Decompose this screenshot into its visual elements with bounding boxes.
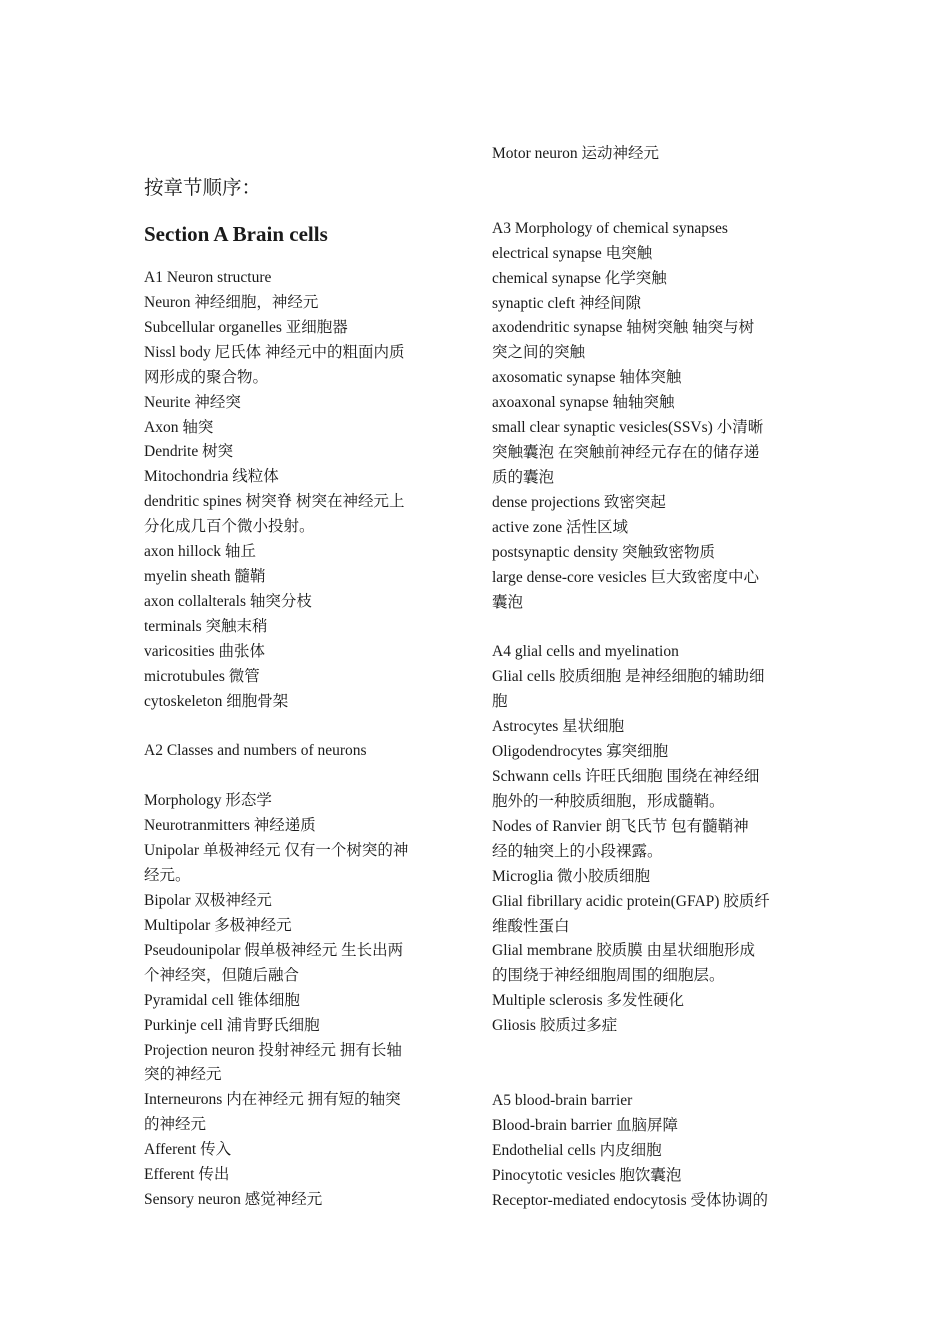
text-line: Dendrite 树突: [144, 443, 234, 461]
text-line: Receptor-mediated endocytosis 受体协调的: [492, 1191, 769, 1209]
text-line: varicosities 曲张体: [144, 642, 265, 660]
text-line: large dense-core vesicles 巨大致密度中心: [492, 568, 760, 586]
text-line: Unipolar 单极神经元 仅有一个树突的神: [144, 842, 409, 860]
text-line: axodendritic synapse 轴树突触 轴突与树: [492, 319, 755, 337]
text-line: Blood-brain barrier 血脑屏障: [492, 1116, 678, 1134]
text-line: Glial cells 胶质细胞 是神经细胞的辅助细: [492, 668, 765, 686]
text-line: Pinocytotic vesicles 胞饮囊泡: [492, 1166, 682, 1184]
text-line: Glial membrane 胶质膜 由星状细胞形成: [492, 942, 756, 960]
text-line: Efferent 传出: [144, 1166, 230, 1184]
section-title: Section A Brain cells: [144, 222, 328, 246]
text-line: Pyramidal cell 锥体细胞: [144, 991, 300, 1009]
text-line: Oligodendrocytes 寡突细胞: [492, 743, 669, 761]
text-line: Afferent 传入: [144, 1141, 232, 1159]
text-line: active zone 活性区域: [492, 518, 629, 536]
text-line: A4 glial cells and myelination: [492, 643, 679, 661]
text-line: Multiple sclerosis 多发性硬化: [492, 992, 685, 1010]
text-line: 经的轴突上的小段裸露。: [492, 842, 663, 860]
text-line: electrical synapse 电突触: [492, 244, 653, 262]
text-line: 胞外的一种胶质细胞，形成髓鞘。: [492, 792, 725, 810]
text-line: Motor neuron 运动神经元: [492, 145, 660, 162]
text-line: 的神经元: [144, 1116, 207, 1134]
text-line: Multipolar 多极神经元: [144, 916, 292, 934]
text-line: A5 blood-brain barrier: [492, 1091, 633, 1109]
text-line: terminals 突触末稍: [144, 617, 268, 635]
text-line: 突的神经元: [144, 1066, 222, 1084]
text-line: microtubules 微管: [144, 667, 260, 685]
text-line: postsynaptic density 突触致密物质: [492, 543, 716, 561]
text-line: small clear synaptic vesicles(SSVs) 小清晰: [492, 419, 764, 437]
text-line: Pseudounipolar 假单极神经元 生长出两: [144, 941, 404, 959]
text-line: Interneurons 内在神经元 拥有短的轴突: [144, 1091, 401, 1109]
text-line: cytoskeleton 细胞骨架: [144, 692, 289, 710]
text-line: Mitochondria 线粒体: [144, 468, 279, 486]
text-line: myelin sheath 髓鞘: [144, 568, 266, 586]
text-line: Nodes of Ranvier 朗飞氏节 包有髓鞘神: [492, 817, 749, 835]
text-line: 网形成的聚合物。: [144, 368, 269, 386]
text-line: Axon 轴突: [144, 418, 214, 436]
text-line: axoaxonal synapse 轴轴突触: [492, 394, 675, 412]
text-line: Sensory neuron 感觉神经元: [144, 1191, 323, 1209]
text-line: Projection neuron 投射神经元 拥有长轴: [144, 1041, 402, 1059]
text-line: dense projections 致密突起: [492, 493, 666, 511]
page-heading: 按章节顺序：: [144, 178, 262, 199]
text-line: A3 Morphology of chemical synapses: [492, 219, 728, 237]
text-line: 质的囊泡: [492, 468, 555, 486]
text-line: axon collalterals 轴突分枝: [144, 592, 312, 610]
text-line: chemical synapse 化学突触: [492, 269, 667, 287]
text-line: 个神经突，但随后融合: [144, 966, 300, 984]
text-line: Neurite 神经突: [144, 393, 241, 411]
text-line: Purkinje cell 浦肯野氏细胞: [144, 1016, 320, 1034]
text-line: Neuron 神经细胞，神经元: [144, 293, 319, 311]
text-line: 突之间的突触: [492, 344, 586, 362]
text-line: 维酸性蛋白: [492, 917, 570, 935]
text-line: Glial fibrillary acidic protein(GFAP) 胶质纤: [492, 892, 770, 910]
text-line: 的围绕于神经细胞周围的细胞层。: [492, 967, 725, 985]
text-line: dendritic spines 树突脊 树突在神经元上: [144, 493, 405, 511]
text-line: axon hillock 轴丘: [144, 543, 256, 561]
text-line: Neurotranmitters 神经递质: [144, 817, 316, 835]
text-line: Astrocytes 星状细胞: [492, 718, 625, 736]
text-line: 经元。: [144, 867, 191, 885]
text-line: Endothelial cells 内皮细胞: [492, 1141, 662, 1159]
text-line: Bipolar 双极神经元: [144, 892, 272, 909]
text-line: Microglia 微小胶质细胞: [492, 867, 650, 885]
text-line: A1 Neuron structure: [144, 269, 272, 286]
text-line: 胞: [492, 693, 508, 711]
text-line: Gliosis 胶质过多症: [492, 1017, 618, 1035]
text-line: 突触囊泡 在突触前神经元存在的储存递: [492, 444, 760, 462]
text-line: 分化成几百个微小投射。: [144, 518, 315, 536]
text-line: 囊泡: [492, 593, 524, 611]
text-line: Morphology 形态学: [144, 792, 272, 810]
text-line: Subcellular organelles 亚细胞器: [144, 318, 348, 336]
text-line: Schwann cells 许旺氏细胞 围绕在神经细: [492, 768, 760, 785]
text-line: A2 Classes and numbers of neurons: [144, 742, 367, 760]
text-line: Nissl body 尼氏体 神经元中的粗面内质: [144, 343, 405, 361]
text-line: synaptic cleft 神经间隙: [492, 294, 641, 312]
text-line: axosomatic synapse 轴体突触: [492, 369, 682, 387]
